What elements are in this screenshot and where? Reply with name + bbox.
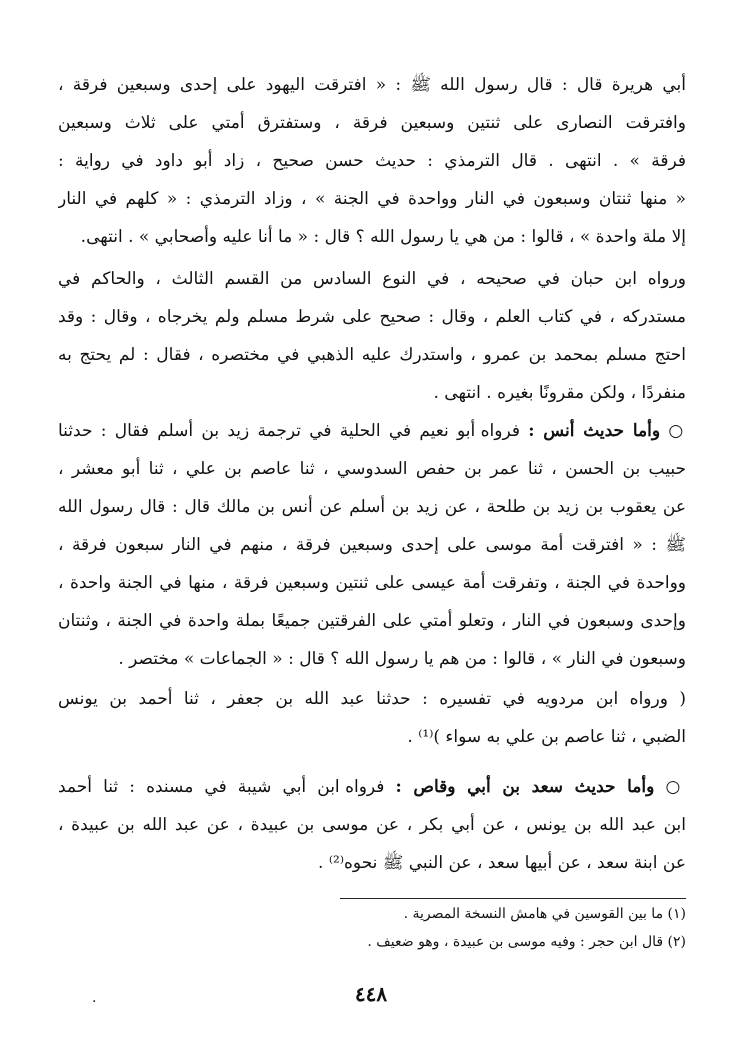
footnote-2: (٢) قال ابن حجر : وفيه موسى بن عبيدة ، وهو ضعيف . (367, 934, 686, 950)
text-line: فرقة » . انتهى . قال الترمذي : حديث حسن صحيح ، زاد أبو داود في رواية : (58, 151, 686, 171)
text-line: عن يعقوب بن زيد بن طلحة ، عن زيد بن أسلم عن أنس بن مالك قال : قال رسول الله (58, 497, 686, 517)
circle-marker-icon: ○ (668, 421, 686, 441)
paragraph-anas-hadith (58, 412, 686, 678)
circle-marker-icon: ○ (665, 777, 686, 797)
text-line: ﷺ : « افترقت أمة موسى على إحدى وسبعين فرقة ، منهم في النار سبعون فرقة ، (58, 535, 686, 555)
footnotes (58, 900, 686, 956)
text-line: ابن عبد الله بن يونس ، عن أبي بكر ، عن موسى بن عبيدة ، عن عبد الله بن عبيدة ، (58, 815, 686, 835)
paragraph-ibn-mardawayh (58, 680, 686, 756)
section-heading-anas: وأما حديث أنس : (528, 421, 661, 441)
page-number: ٤٤٨ (354, 982, 388, 1006)
text-segment: فرواه ابن أبي شيبة في مسنده : ثنا أحمد (58, 777, 385, 797)
text-line: احتج مسلم بمحمد بن عمرو ، واستدرك عليه الذهبي في مختصره ، فقال : لم يحتج به (58, 345, 686, 365)
text-line: الضبي ، ثنا عاصم بن علي به سواء )⁽¹⁾ . (407, 727, 686, 747)
text-segment: فرواه أبو نعيم في الحلية في ترجمة زيد بن أسلم فقال : حدثنا (58, 421, 520, 441)
text-line: وسبعون في النار » ، قالوا : من هم يا رسول الله ؟ قال : « الجماعات » مختصر . (118, 649, 686, 669)
text-line-heading (58, 768, 686, 806)
section-heading-saad: وأما حديث سعد بن أبي وقاص : (395, 777, 655, 797)
footnote-1: (١) ما بين القوسين في هامش النسخة المصرية . (403, 906, 686, 922)
text-line: منفردًا ، ولكن مقرونًا بغيره . انتهى . (433, 383, 686, 403)
text-line: ( ورواه ابن مردويه في تفسيره : حدثنا عبد الله بن جعفر ، ثنا أحمد بن يونس (58, 689, 686, 709)
text-line: إلا ملة واحدة » ، قالوا : من هي يا رسول الله ؟ قال : « ما أنا عليه وأصحابي » . انتهى. (80, 227, 686, 247)
text-line: عن ابنة سعد ، عن أبيها سعد ، عن النبي ﷺ نحوه⁽²⁾ . (318, 853, 686, 873)
text-line: وافترقت النصارى على ثنتين وسبعين فرقة ، وستفترق أمتي على ثلاث وسبعين (58, 113, 686, 133)
text-line: ورواه ابن حبان في صحيحه ، في النوع السادس من القسم الثالث ، والحاكم في (58, 269, 686, 289)
text-line: حبيب بن الحسن ، ثنا عمر بن حفص السدوسي ، ثنا عاصم بن علي ، ثنا أبو معشر ، (58, 459, 686, 479)
paragraph-abu-hurayra (58, 66, 686, 256)
text-line: وواحدة في الجنة ، وتفرقت أمة عيسى على ثنتين وسبعين فرقة ، منها في الجنة واحدة ، (58, 573, 686, 593)
text-line-heading (58, 412, 686, 450)
stray-mark: . (92, 990, 97, 1006)
paragraph-ibn-hibban (58, 260, 686, 412)
paragraph-saad-hadith (58, 768, 686, 882)
text-line: مستدركه ، في كتاب العلم ، وقال : صحيح على شرط مسلم ولم يخرجاه ، وقال : وقد (58, 307, 686, 327)
footnote-divider (340, 898, 686, 899)
text-line: « منها ثنتان وسبعون في النار وواحدة في الجنة » ، وزاد الترمذي : « كلهم في النار (58, 189, 686, 209)
text-line: أبي هريرة قال : قال رسول الله ﷺ : « افترقت اليهود على إحدى وسبعين فرقة ، (58, 75, 686, 95)
text-line: وإحدى وسبعون في النار ، وتعلو أمتي على الفرقتين جميعًا بملة واحدة في الجنة ، وثنتان (58, 611, 686, 631)
